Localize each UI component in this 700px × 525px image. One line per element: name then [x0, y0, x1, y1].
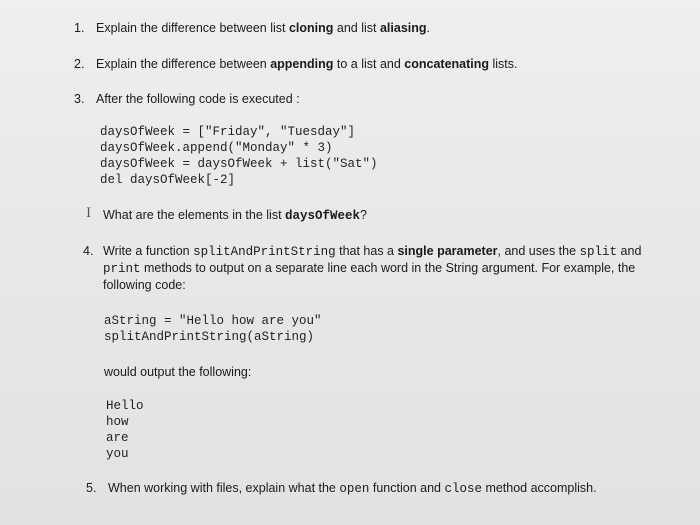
q5-close-code: close	[444, 482, 482, 496]
question-5-number: 5.	[86, 481, 97, 495]
question-4-line-3: following code:	[103, 278, 186, 292]
question-3-number: 3.	[74, 92, 85, 106]
question-4-number: 4.	[83, 244, 94, 258]
q4-code-line-1: aString = "Hello how are you"	[104, 314, 322, 328]
q4-output-line-1: Hello	[106, 399, 144, 413]
q5-open-code: open	[339, 482, 370, 496]
question-1-text	[96, 20, 430, 36]
q4-output-line-3: are	[106, 431, 129, 445]
question-3-text: After the following code is executed :	[96, 92, 300, 106]
q3-prompt-end: ?	[360, 208, 367, 222]
question-1-number: 1.	[74, 21, 85, 35]
q4-bold-single-parameter: single parameter	[397, 244, 498, 258]
question-4-line-1	[103, 243, 641, 260]
q3-code-line-4: del daysOfWeek[-2]	[100, 173, 236, 187]
q3-code-line-3: daysOfWeek = daysOfWeek + list("Sat")	[100, 157, 378, 171]
q4-line1-mid: that has a	[335, 244, 398, 258]
q5-pre: When working with files, explain what the	[108, 481, 340, 495]
q4-line1-end: and	[617, 244, 642, 258]
question-2-text	[96, 56, 518, 72]
question-4-line-2	[103, 260, 635, 277]
q2-mid: to a list and	[333, 57, 405, 71]
q5-mid: function and	[369, 481, 445, 495]
q2-pre: Explain the difference between	[96, 57, 271, 71]
q4-code-line-2: splitAndPrintString(aString)	[104, 330, 315, 344]
q4-output-label: would output the following:	[104, 365, 252, 379]
q3-prompt-pre: What are the elements in the list	[103, 208, 286, 222]
q2-bold-appending: appending	[270, 57, 334, 71]
q1-pre: Explain the difference between list	[96, 21, 289, 35]
q4-line1-mid2: , and uses the	[497, 244, 580, 258]
q3-code-line-2: daysOfWeek.append("Monday" * 3)	[100, 141, 333, 155]
q1-end: .	[426, 21, 430, 35]
question-5-text	[108, 480, 597, 497]
q5-end: method accomplish.	[481, 481, 597, 495]
q4-line2-text: methods to output on a separate line each word in the String argument. For example, the	[140, 261, 636, 275]
q3-code-line-1: daysOfWeek = ["Friday", "Tuesday"]	[100, 125, 356, 139]
question-2-number: 2.	[74, 57, 85, 71]
question-3-prompt	[103, 207, 367, 224]
q4-print-code: print	[103, 262, 141, 276]
q2-bold-concatenating: concatenating	[404, 57, 490, 71]
q1-bold-aliasing: aliasing	[379, 21, 427, 35]
q1-bold-cloning: cloning	[288, 21, 334, 35]
q4-func-name: splitAndPrintString	[193, 245, 336, 259]
q4-output-line-4: you	[106, 447, 129, 461]
q2-end: lists.	[489, 57, 518, 71]
text-cursor-icon: I	[86, 206, 92, 221]
q4-split-code: split	[579, 245, 618, 259]
q3-prompt-code: daysOfWeek	[285, 209, 361, 223]
q4-output-line-2: how	[106, 415, 129, 429]
q4-line1-pre: Write a function	[103, 244, 194, 258]
q1-mid: and list	[333, 21, 380, 35]
